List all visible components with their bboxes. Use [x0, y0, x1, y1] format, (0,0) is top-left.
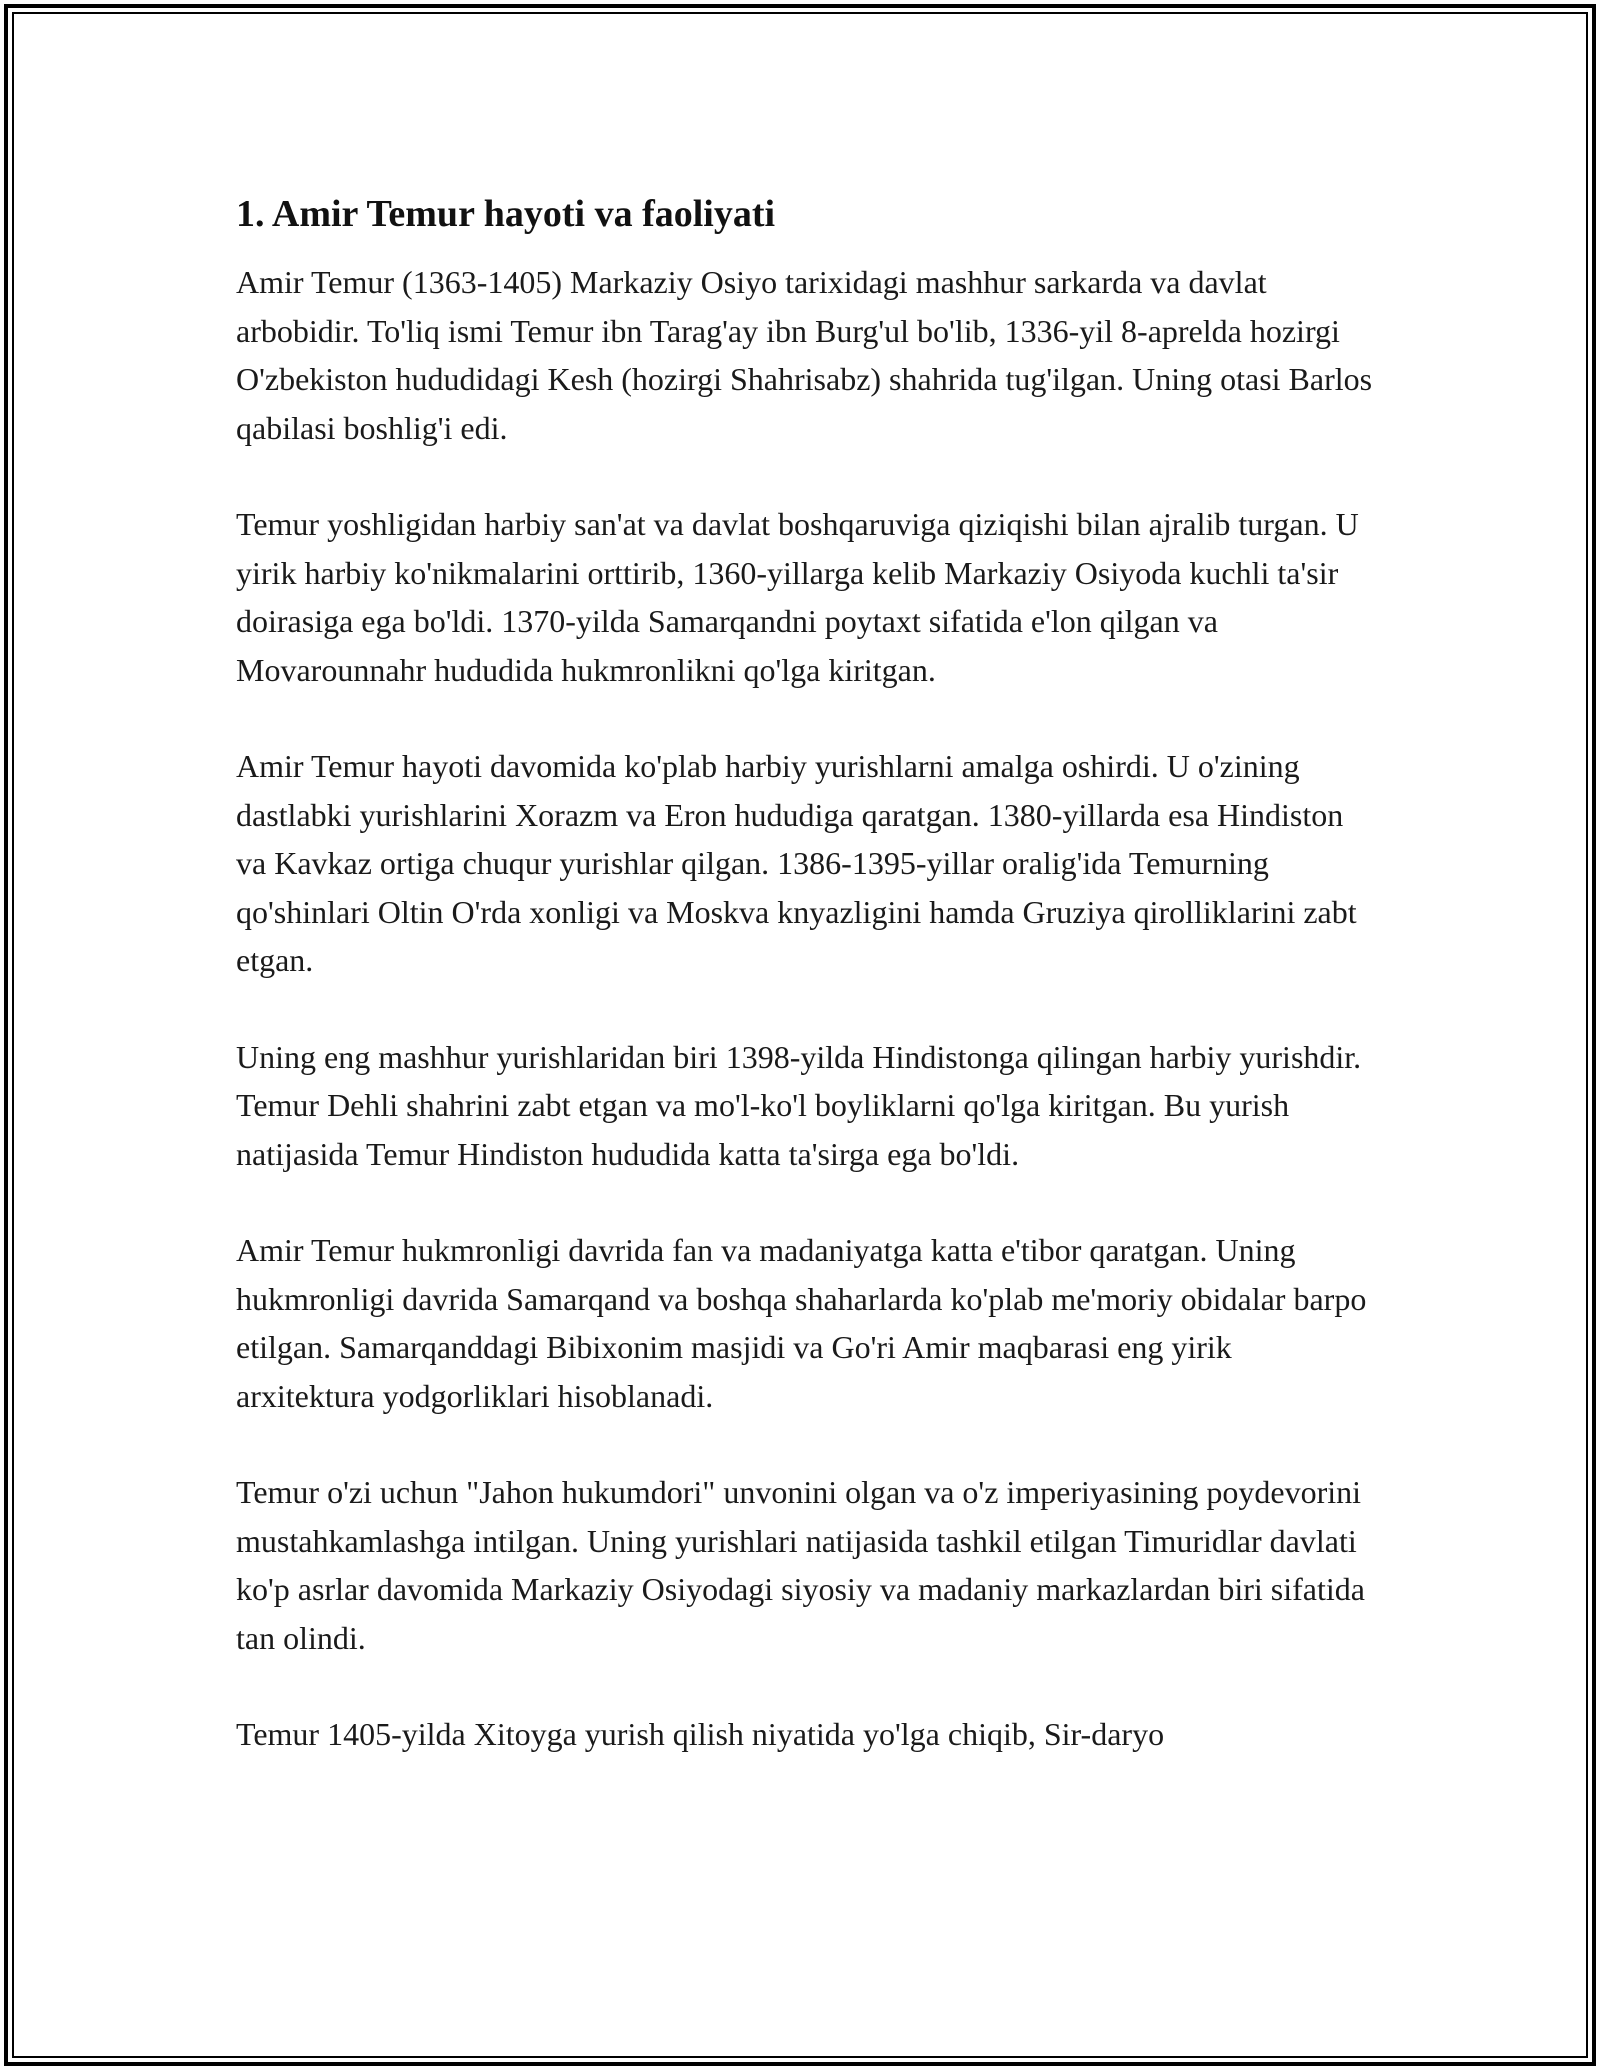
paragraph-7: Temur 1405-yilda Xitoyga yurish qilish niyatida yo'lga chiqib, Sir-daryo	[236, 1716, 1165, 1752]
paragraph-2: Temur yoshligidan harbiy san'at va davlat boshqaruviga qiziqishi bilan ajralib turgan. U yirik harbiy ko'nikmalarini orttirib, 1360-yillarga kelib Markaziy Osiyoda kuchli ta'sir doirasiga ega bo'ldi. 1370-yilda Samarqandni poytaxt sifatida e'lon qilgan va Movarounnahr hududida hukmronlikni qo'lga kiritgan.	[236, 506, 1359, 688]
document-body	[236, 190, 1376, 1807]
section-title: 1. Amir Temur hayoti va faoliyati	[236, 193, 776, 235]
paragraph-4: Uning eng mashhur yurishlaridan biri 1398-yilda Hindistonga qilingan harbiy yurishdir. Temur Dehli shahrini zabt etgan va mo'l-ko'l boyliklarni qo'lga kiritgan. Bu yurish natijasida Temur Hindiston hududida katta ta'sirga ega bo'ldi.	[236, 1038, 1362, 1172]
paragraph-3: Amir Temur hayoti davomida ko'plab harbiy yurishlarni amalga oshirdi. U o'zining dastlabki yurishlarini Xorazm va Eron hududiga qaratgan. 1380-yillarda esa Hindiston va Kavkaz ortiga chuqur yurishlar qilgan. 1386-1395-yillar oralig'ida Temurning qo'shinlari Oltin O'rda xonligi va Moskva knyazligini hamda Gruziya qirolliklarini zabt etgan.	[236, 748, 1357, 978]
paragraph-5: Amir Temur hukmronligi davrida fan va madaniyatga katta e'tibor qaratgan. Uning hukmronligi davrida Samarqand va boshqa shaharlarda ko'plab me'moriy obidalar barpo etilgan. Samarqanddagi Bibixonim masjidi va Go'ri Amir maqbarasi eng yirik arxitektura yodgorliklari hisoblanadi.	[236, 1232, 1367, 1414]
paragraph-6: Temur o'zi uchun "Jahon hukumdori" unvonini olgan va o'z imperiyasining poydevorini mustahkamlashga intilgan. Uning yurishlari natijasida tashkil etilgan Timuridlar davlati ko'p asrlar davomida Markaziy Osiyodagi siyosiy va madaniy markazlardan biri sifatida tan olindi.	[236, 1474, 1365, 1656]
paragraph-1: Amir Temur (1363-1405) Markaziy Osiyo tarixidagi mashhur sarkarda va davlat arbobidir. To'liq ismi Temur ibn Tarag'ay ibn Burg'ul bo'lib, 1336-yil 8-aprelda hozirgi O'zbekiston hududidagi Kesh (hozirgi Shahrisabz) shahrida tug'ilgan. Uning otasi Barlos qabilasi boshlig'i edi.	[236, 264, 1373, 446]
